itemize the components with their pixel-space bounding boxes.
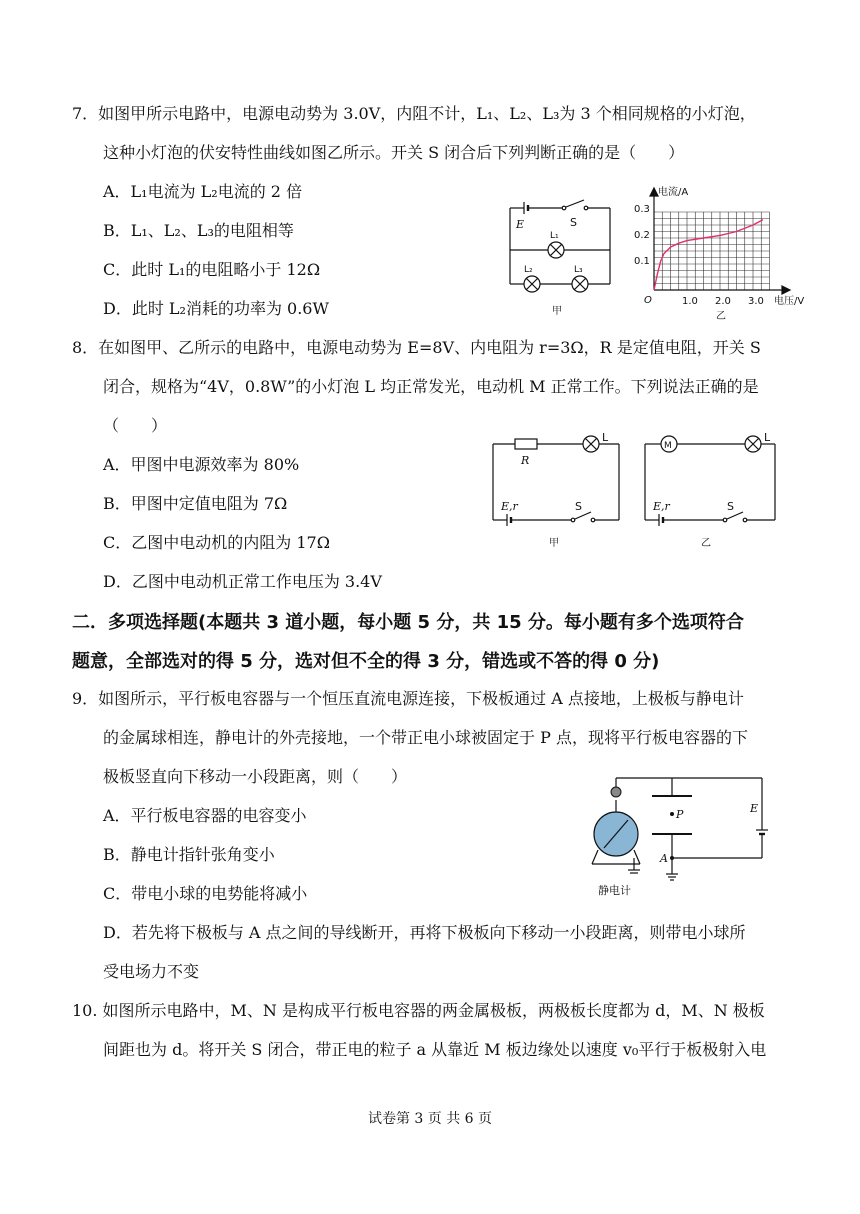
q9-label-e: E (750, 802, 759, 815)
q8-caption-yi: 乙 (701, 538, 711, 549)
q9-label-a: A (660, 852, 668, 865)
q7-label-l3: L₃ (574, 265, 583, 275)
q8-circuits-figure (485, 430, 785, 554)
q10-line1: 10. 如图所示电路中，M、N 是构成平行板电容器的两金属极板，两极板长度都为 d，M、N 极板 (72, 1001, 765, 1020)
q8-jia-label-er: E,r (501, 500, 518, 513)
q8-yi-label-s: S (727, 500, 734, 513)
q9-option-a: A．平行板电容器的电容变小 (103, 806, 307, 825)
q9-line2: 的金属球相连，静电计的外壳接地，一个带正电小球被固定于 P 点，现将平行板电容器的下 (103, 728, 748, 747)
q8-yi-label-l: L (764, 431, 771, 444)
q9-option-c: C．带电小球的电势能将减小 (103, 884, 308, 903)
q9-option-d-line2: 受电场力不变 (103, 962, 200, 981)
q8-option-b: B．甲图中定值电阻为 7Ω (103, 494, 288, 513)
q7-label-l2: L₂ (524, 265, 533, 275)
q7-line1: 7．如图甲所示电路中，电源电动势为 3.0V，内阻不计，L₁、L₂、L₃为 3 个相同规格的小灯泡， (72, 104, 756, 123)
q7-iv-graph (632, 182, 822, 322)
graph-x-label: 电压/V (774, 296, 805, 307)
q7-option-c: C．此时 L₁的电阻略小于 12Ω (103, 260, 321, 279)
page-footer: 试卷第 3 页 共 6 页 (367, 1111, 493, 1127)
q9-line3: 极板竖直向下移动一小段距离，则（ ） (103, 767, 408, 786)
q8-line1: 8．在如图甲、乙所示的电路中，电源电动势为 E=8V、内电阻为 r=3Ω，R 是定值电阻，开关 S (72, 338, 761, 357)
q9-line1: 9．如图所示，平行板电容器与一个恒压直流电源连接，下极板通过 A 点接地，上极板与静电计 (72, 689, 744, 708)
graph-y-label: 电流/A (658, 187, 689, 198)
q9-option-b: B．静电计指针张角变小 (103, 845, 275, 864)
q8-label-r: R (521, 454, 530, 467)
q9-caption: 静电计 (598, 884, 631, 897)
graph-ytick-3: 0.3 (634, 204, 650, 215)
q7-caption-jia: 甲 (552, 306, 562, 317)
q8-line2: 闭合，规格为“4V，0.8W”的小灯泡 L 均正常发光，电动机 M 正常工作。下列说法正确的是 (103, 377, 759, 396)
q10-line2: 间距也为 d。将开关 S 闭合，带正电的粒子 a 从靠近 M 板边缘处以速度 v₀平行于板极射入电 (103, 1040, 767, 1059)
q7-circuit-figure (500, 192, 620, 324)
section2-heading-line2: 题意，全部选对的得 5 分，选对但不全的得 3 分，错选或不答的得 0 分) (72, 651, 660, 672)
q7-option-b: B．L₁、L₂、L₃的电阻相等 (103, 221, 294, 240)
q8-jia-label-s: S (575, 500, 582, 513)
graph-xtick-1: 1.0 (682, 296, 698, 307)
graph-ytick-1: 0.1 (634, 256, 650, 267)
q7-label-l1: L₁ (550, 231, 559, 241)
q8-caption-jia: 甲 (549, 538, 559, 549)
q7-label-e: E (516, 218, 525, 231)
q9-electroscope-figure (578, 770, 778, 902)
q8-line3: （ ） (103, 416, 168, 435)
graph-xtick-3: 3.0 (748, 296, 764, 307)
q8-option-a: A．甲图中电源效率为 80% (103, 455, 300, 474)
q7-label-s: S (570, 216, 577, 229)
q7-line2: 这种小灯泡的伏安特性曲线如图乙所示。开关 S 闭合后下列判断正确的是（ ） (103, 143, 685, 162)
q8-option-c: C．乙图中电动机的内阻为 17Ω (103, 533, 330, 552)
q8-yi-label-er: E,r (653, 500, 670, 513)
graph-xtick-2: 2.0 (715, 296, 731, 307)
q8-jia-label-l: L (602, 431, 609, 444)
q8-option-d: D．乙图中电动机正常工作电压为 3.4V (103, 572, 382, 591)
iv-chart-svg (632, 182, 822, 322)
q7-option-d: D．此时 L₂消耗的功率为 0.6W (103, 299, 329, 318)
graph-caption-yi: 乙 (716, 311, 726, 322)
q8-motor-label: M (664, 441, 672, 451)
graph-ytick-2: 0.2 (634, 230, 650, 241)
q9-option-d-line1: D．若先将下极板与 A 点之间的导线断开，再将下极板向下移动一小段距离，则带电小球所 (103, 923, 746, 942)
graph-origin: O (644, 295, 652, 306)
q7-option-a: A．L₁电流为 L₂电流的 2 倍 (103, 182, 303, 201)
q9-label-p: P (676, 808, 684, 821)
section2-heading-line1: 二．多项选择题(本题共 3 道小题，每小题 5 分，共 15 分。每小题有多个选项符合 (72, 612, 744, 633)
